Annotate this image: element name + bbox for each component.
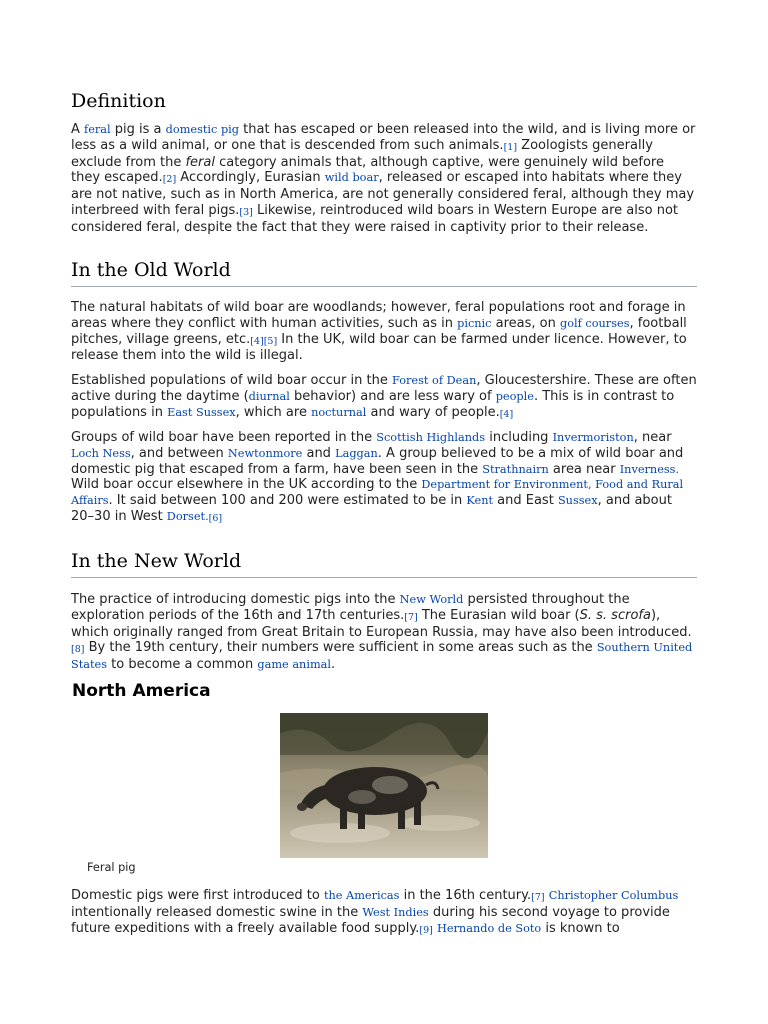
heading-new-world: In the New World xyxy=(71,549,697,578)
ref-4-5[interactable]: [4][5] xyxy=(250,335,278,347)
link-forest-of-dean[interactable]: Forest of Dean xyxy=(391,374,477,387)
ref-7b[interactable]: [7] xyxy=(531,892,545,903)
feral-pig-photo[interactable] xyxy=(280,713,488,858)
link-feral[interactable]: feral xyxy=(84,123,111,136)
ref-9[interactable]: [9] xyxy=(419,924,433,936)
heading-north-america: North America xyxy=(72,681,211,701)
definition-paragraph: A feral pig is a domestic pig that has escaped or been released into the wild, and is living more or less as a wild animal, or one that is descended from such animals.[1] Zoologists generally exclude from the feral category animals that, although captive, were genuinely wild before they escaped.[2] Accordingly, Eurasian wild boar, released or escaped into habitats where they are not native, such as in North America, are not generally considered feral, although they may interbreed with feral pigs.[3] Likewise, reintroduced wild boars in Western Europe are also not considered feral, despite the fact that they were raised in captivity prior to their release. xyxy=(71,122,696,235)
heading-definition: Definition xyxy=(71,90,166,112)
link-inverness[interactable]: Inverness. xyxy=(619,462,680,476)
link-people[interactable]: people xyxy=(495,389,534,403)
link-west-indies[interactable]: West Indies xyxy=(362,905,429,919)
link-diurnal[interactable]: diurnal xyxy=(248,389,290,403)
link-sussex[interactable]: Sussex xyxy=(557,494,598,508)
link-scottish-highlands[interactable]: Scottish Highlands xyxy=(376,431,486,444)
link-picnic[interactable]: picnic xyxy=(457,316,492,330)
link-game-animal[interactable]: game animal xyxy=(257,658,331,672)
link-new-world[interactable]: New World xyxy=(399,593,464,606)
link-dorset[interactable]: Dorset. xyxy=(166,509,209,523)
ref-8[interactable]: [8] xyxy=(71,644,85,656)
link-newtonmore[interactable]: Newtonmore xyxy=(227,446,303,460)
link-nocturnal[interactable]: nocturnal xyxy=(311,405,367,419)
north-america-paragraph-1: Domestic pigs were first introduced to the Americas in the 16th century.[7] Christopher Columbus intentionally released domestic swine in the West Indies during his second voyage to provide future expeditions with a freely available food supply.[9] Hernando de Soto is known to xyxy=(71,888,679,936)
link-strathnairn[interactable]: Strathnairn xyxy=(482,462,549,476)
link-invermoriston[interactable]: Invermoriston xyxy=(552,431,634,444)
link-domestic-pig[interactable]: domestic pig xyxy=(165,123,240,136)
ref-4[interactable]: [4] xyxy=(499,408,514,420)
link-laggan[interactable]: Laggan xyxy=(335,446,378,460)
link-hernando-de-soto[interactable]: Hernando de Soto xyxy=(437,921,542,935)
link-east-sussex[interactable]: East Sussex xyxy=(167,405,236,419)
ref-3[interactable]: [3] xyxy=(239,206,253,218)
old-world-paragraph-2: Established populations of wild boar occur in the Forest of Dean, Gloucestershire. These are often active during the daytime (diurnal behavior) and are less wary of people. This is in contrast to populations in East Sussex, which are nocturnal and wary of people.[4] xyxy=(71,373,697,420)
ref-2[interactable]: [2] xyxy=(162,174,177,186)
link-golf-courses[interactable]: golf courses xyxy=(559,316,630,330)
link-defra[interactable]: Department for Environment, Food and Rural Affairs xyxy=(71,478,684,508)
link-the-americas[interactable]: the Americas xyxy=(323,889,400,902)
ref-7[interactable]: [7] xyxy=(404,611,418,623)
figure-caption: Feral pig xyxy=(87,861,136,874)
heading-old-world: In the Old World xyxy=(71,258,697,287)
old-world-paragraph-1: The natural habitats of wild boar are woodlands; however, feral populations root and forage in areas where they conflict with human activities, such as in picnic areas, on golf courses, football pitches, village greens, etc.[4][5] In the UK, wild boar can be farmed under licence. However, to release them into the wild is illegal. xyxy=(71,300,687,364)
link-loch-ness[interactable]: Loch Ness xyxy=(71,446,131,460)
ref-6[interactable]: [6] xyxy=(208,512,223,524)
old-world-paragraph-3: Groups of wild boar have been reported in the Scottish Highlands including Invermoriston, near Loch Ness, and between Newtonmore and Laggan. A group believed to be a mix of wild boar and domestic pig that escaped from a farm, have been seen in the Strathnairn area near Inverness. Wild boar occur elsewhere in the UK according to the Department for Environment, Food and Rural Affairs. It said between 100 and 200 were estimated to be in Kent and East Sussex, and about 20–30 in West Dorset.[6] xyxy=(71,430,684,524)
feral-pig-figure[interactable] xyxy=(280,713,488,858)
link-southern-united-states[interactable]: Southern United States xyxy=(71,641,693,672)
link-kent[interactable]: Kent xyxy=(466,494,494,508)
ref-1[interactable]: [1] xyxy=(503,141,518,153)
new-world-paragraph-1: The practice of introducing domestic pigs into the New World persisted throughout the exploration periods of the 16th and 17th centuries.[7] The Eurasian wild boar (S. s. scrofa), which originally ranged from Great Britain to European Russia, may have also been introduced.[8] By the 19th century, their numbers were sufficient in some areas such as the Southern United States to become a common game animal. xyxy=(71,592,693,673)
link-christopher-columbus[interactable]: Christopher Columbus xyxy=(548,889,679,902)
link-wild-boar[interactable]: wild boar xyxy=(324,171,379,185)
